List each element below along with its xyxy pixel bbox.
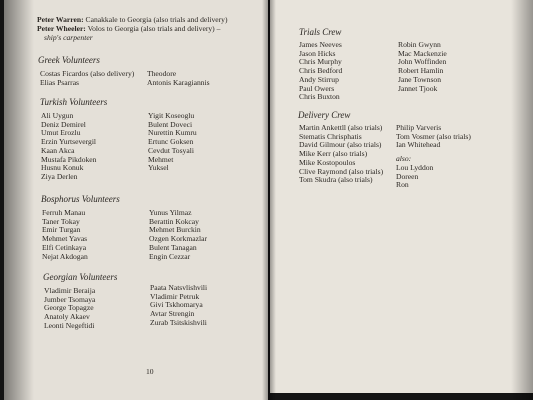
name-entry: Mehmet Yavas — [42, 234, 88, 244]
name-column — [147, 70, 210, 87]
section-heading: Trials Crew — [299, 27, 342, 37]
name-entry: Chris Buxton — [299, 92, 340, 102]
name-entry: Ziya Derlen — [41, 171, 78, 181]
section-heading: Georgian Volunteers — [43, 272, 118, 282]
intro-role: ship's carpenter — [44, 33, 93, 42]
left-page-edge-shadow — [4, 0, 34, 400]
name-entry: Mehmet Burckin — [149, 225, 201, 235]
name-entry: Cevdut Tosyali — [148, 145, 194, 155]
name-entry: Mike Kerr (also trials) — [299, 149, 368, 159]
name-entry: Antonis Karagiannis — [147, 77, 210, 87]
name-entry: Nurettin Kumru — [148, 128, 197, 138]
name-entry: Yigit Koseoglu — [148, 111, 195, 120]
name-entry: Yunus Yilmaz — [149, 208, 192, 217]
left-page — [4, 0, 268, 400]
name-entry: Leonti Negeftidi — [44, 320, 95, 330]
name-entry: Deniz Demirel — [41, 119, 86, 129]
name-column — [299, 124, 383, 185]
name-entry: Vladimir Beraija — [44, 286, 96, 295]
right-page-edge-shadow — [511, 0, 533, 400]
name-entry: John Woffinden — [398, 57, 447, 67]
right-page — [270, 0, 533, 393]
name-entry: Doreen — [396, 171, 419, 181]
name-entry: Nejat Akdogan — [42, 251, 88, 261]
name-column — [41, 112, 96, 182]
name-entry: Mac Mackenzie — [398, 48, 447, 58]
page-number: 10 — [146, 367, 154, 376]
name-entry: Mustafa Pikdoken — [41, 154, 97, 164]
name-entry: David Gilmour (also trials) — [299, 140, 382, 150]
name-entry: Stematis Chrisphatis — [299, 131, 362, 141]
name-entry: Paata Natsvlishvili — [150, 283, 208, 292]
also-label: also: — [396, 154, 412, 164]
name-entry: Robert Hamlin — [398, 66, 444, 76]
intro-text: Volos to Georgia (also trials and delivery) – — [87, 24, 221, 33]
name-entry: Mike Kostopoulos — [299, 157, 356, 167]
section-heading: Turkish Volunteers — [40, 97, 108, 107]
name-entry: Ali Uygun — [41, 111, 74, 120]
name-entry: Chris Bedford — [299, 66, 343, 76]
name-entry: George Topagze — [44, 303, 94, 313]
name-column — [148, 112, 197, 173]
name-entry: Tom Vosmer (also trials) — [396, 131, 471, 141]
section-heading: Bosphorus Volunteers — [41, 194, 120, 204]
name-entry: Avtar Strengin — [150, 309, 195, 319]
name-entry: James Neeves — [299, 40, 342, 49]
name-entry: Taner Tokay — [42, 216, 80, 226]
name-column — [40, 70, 134, 87]
name-entry: Elias Psarras — [40, 77, 80, 87]
name-entry: Vladimir Petruk — [150, 291, 200, 301]
name-entry: Elfi Cetinkaya — [42, 242, 87, 252]
name-entry: Ferruh Manau — [42, 208, 86, 217]
name-column — [44, 287, 95, 331]
name-entry: Paul Owers — [299, 83, 335, 93]
name-entry: Andy Stirrup — [299, 74, 339, 84]
name-column — [396, 124, 471, 190]
name-entry: Tom Skudra (also trials) — [299, 175, 373, 185]
name-entry: Philip Varveris — [396, 123, 442, 132]
name-entry: Givi Tskhomarya — [150, 300, 203, 310]
name-entry: Jane Townson — [398, 74, 441, 84]
name-entry: Zurab Tsitskishvili — [150, 317, 207, 327]
name-entry: Clive Raymond (also trials) — [299, 166, 384, 176]
name-entry: Theodore — [147, 69, 177, 78]
name-entry: Robin Gwynn — [398, 40, 441, 49]
name-entry: Emir Turgan — [42, 225, 81, 235]
name-column — [299, 41, 342, 102]
name-entry: Ron — [396, 180, 409, 190]
name-entry: Husnu Konuk — [41, 163, 84, 173]
intro-text: Canakkale to Georgia (also trials and delivery) — [85, 15, 228, 24]
name-entry: Jumber Tsomaya — [44, 294, 96, 304]
name-entry: Ian Whitehead — [396, 140, 441, 150]
name-entry: Bulent Doveci — [148, 119, 193, 129]
name-entry: Costas Ficardos (also delivery) — [40, 69, 135, 78]
name-column — [150, 284, 207, 328]
name-entry: Erzin Yurtsevergil — [41, 137, 97, 147]
book-gutter — [262, 0, 276, 400]
name-entry: Chris Murphy — [299, 57, 342, 67]
name-entry: Jannet Tjook — [398, 83, 438, 93]
name-column — [149, 209, 207, 261]
name-entry: Jason Hicks — [299, 48, 336, 58]
name-entry: Anatoly Akaev — [44, 312, 90, 322]
name-entry: Bulent Tanagan — [149, 242, 197, 252]
name-entry: Ertunc Goksen — [148, 137, 194, 147]
intro-name: Peter Wheeler: — [37, 24, 86, 33]
name-entry: Umut Erozlu — [41, 128, 81, 138]
name-entry: Martin Ankettll (also trials) — [299, 123, 383, 132]
name-entry: Mehmet — [148, 154, 174, 164]
name-entry: Berattin Kokcay — [149, 216, 199, 226]
name-entry: Ozgen Korkmazlar — [149, 234, 207, 244]
name-entry: Lou Lyddon — [396, 162, 434, 172]
intro-name: Peter Warren: — [37, 15, 84, 24]
section-heading: Greek Volunteers — [38, 55, 100, 65]
name-column — [398, 41, 447, 93]
section-heading: Delivery Crew — [298, 110, 351, 120]
name-entry: Yuksel — [148, 163, 169, 173]
name-entry: Kaan Akca — [41, 145, 75, 155]
name-entry: Engin Cezzar — [149, 251, 191, 261]
name-column — [42, 209, 88, 261]
